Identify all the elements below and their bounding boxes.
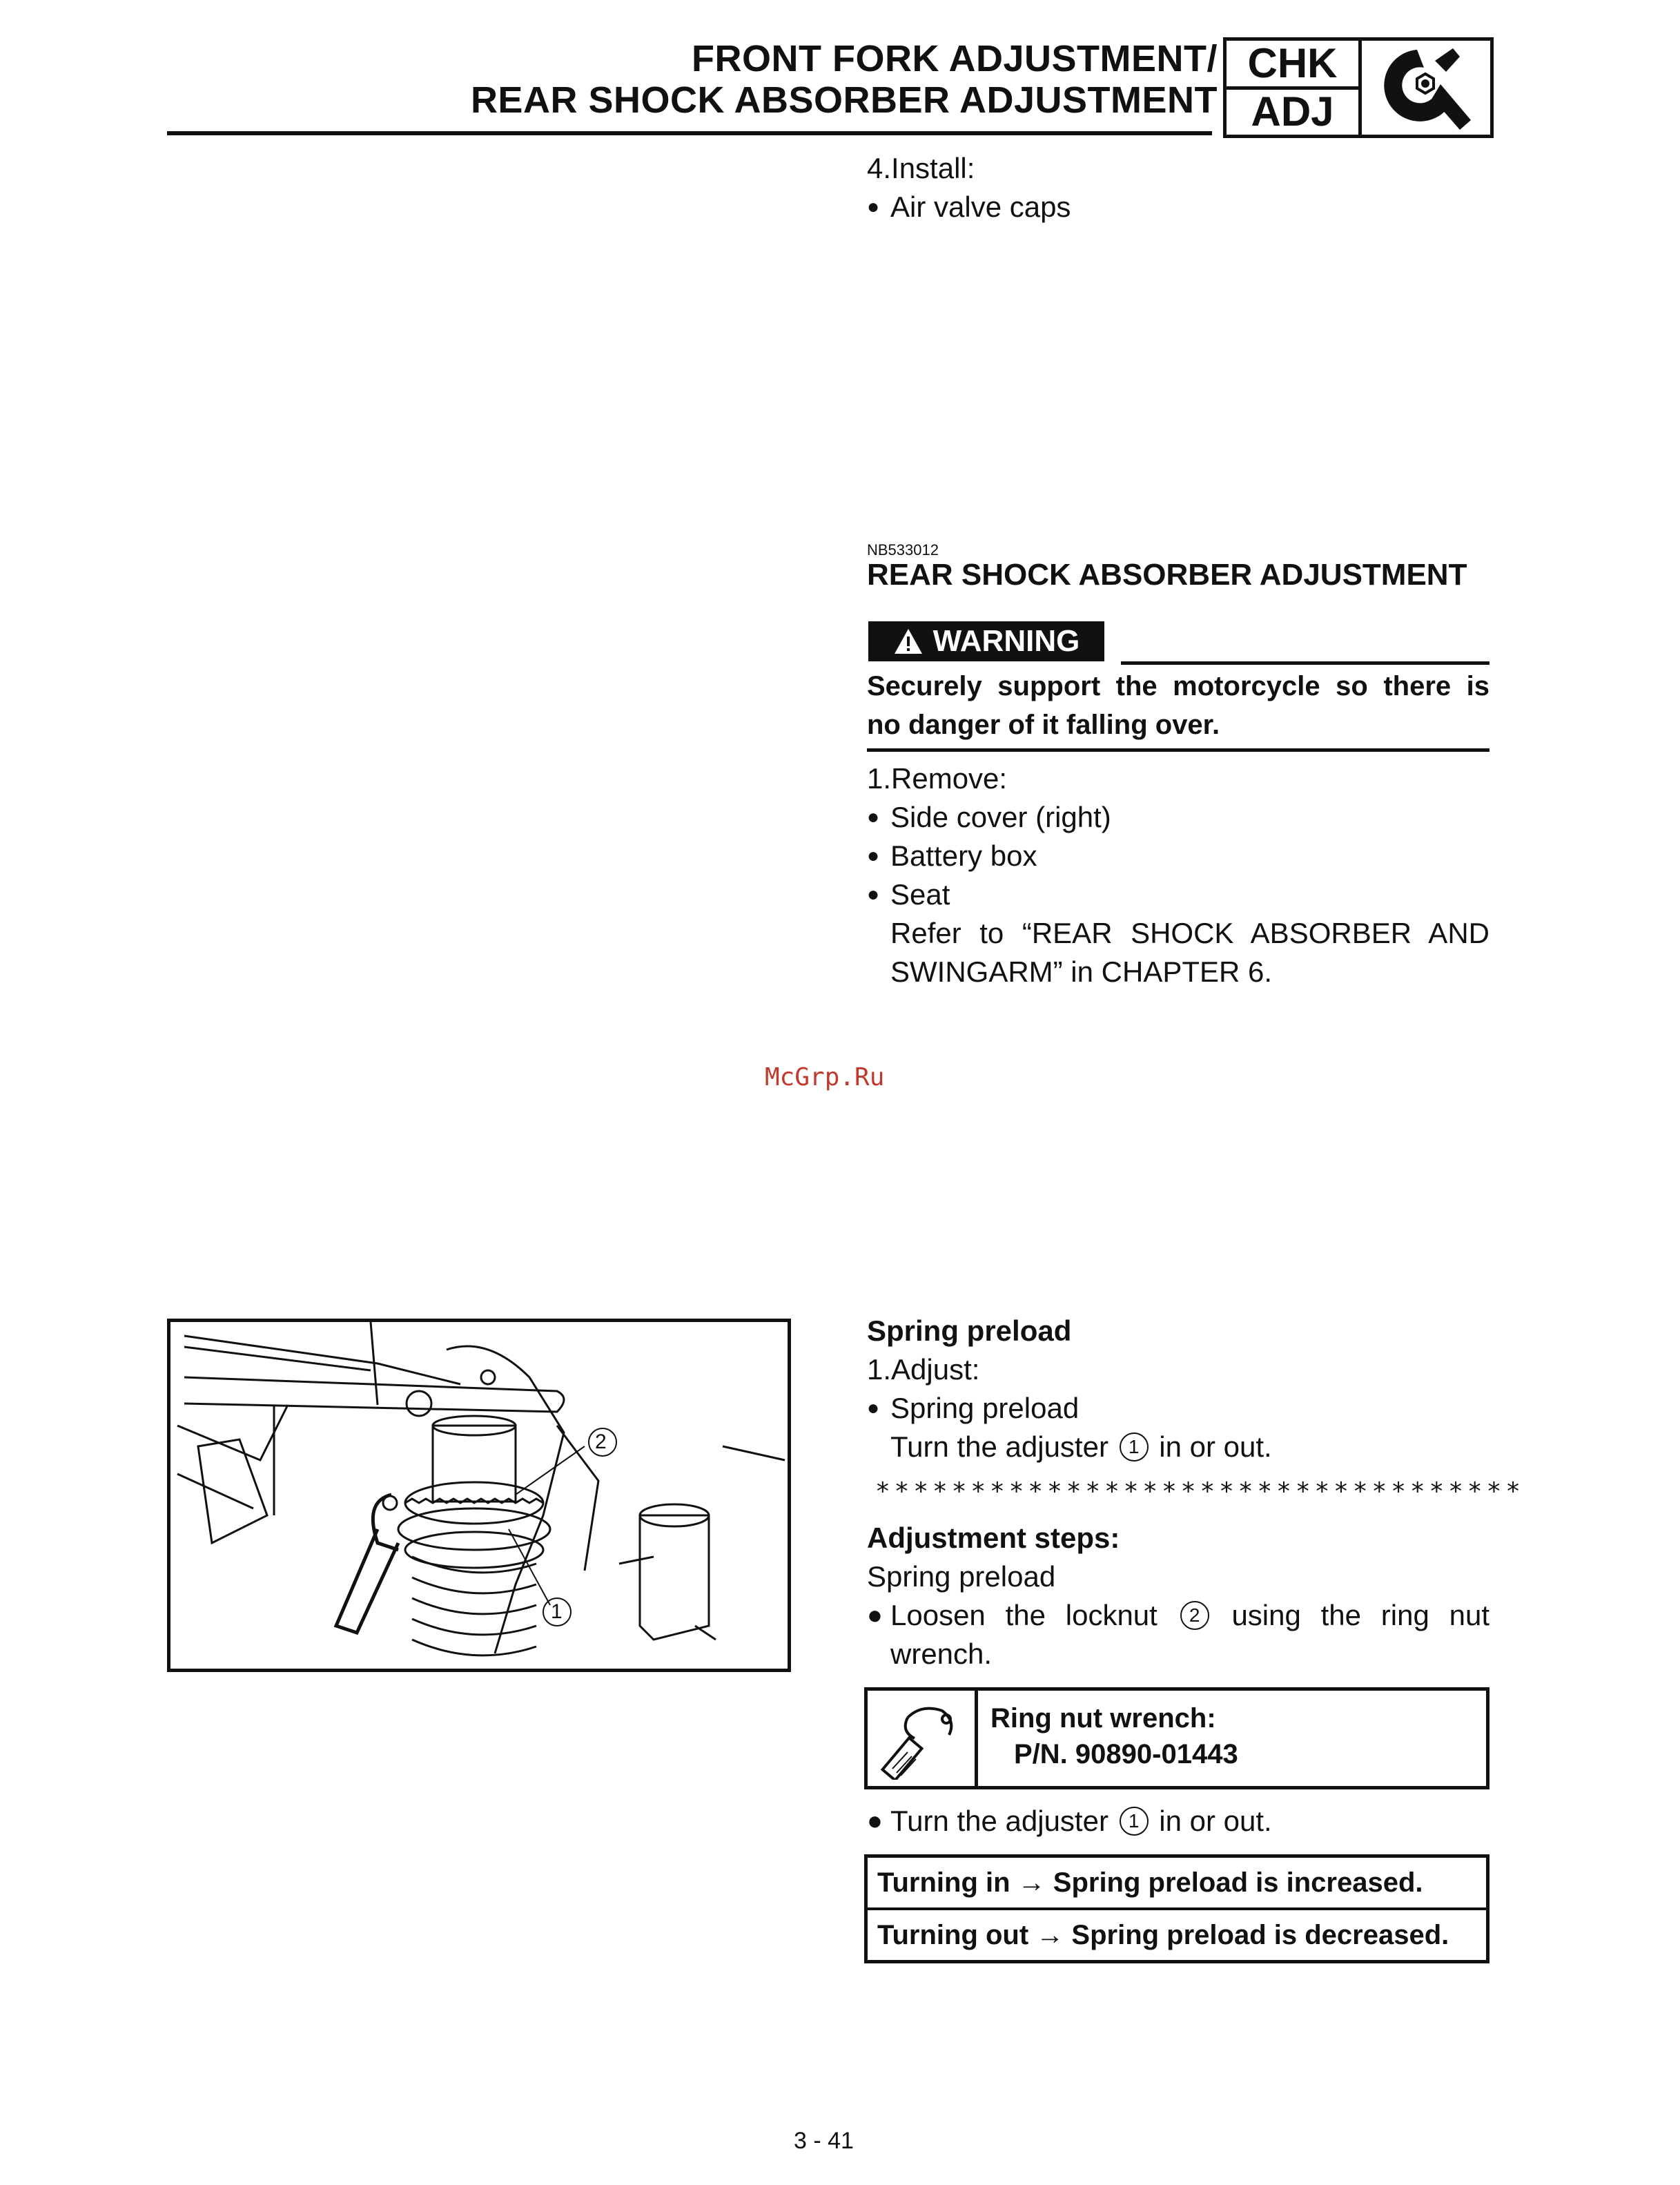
callout-ref-1: 1: [1120, 1433, 1149, 1461]
page-title-line-1: FRONT FORK ADJUSTMENT/: [692, 38, 1218, 79]
bullet-icon: ●: [867, 806, 880, 828]
bullet-icon: ●: [867, 844, 880, 867]
list-item: [867, 1389, 1489, 1428]
badge-adj: ADJ: [1251, 88, 1334, 135]
watermark: McGrp.Ru: [765, 1063, 885, 1091]
bullet-icon: ●: [867, 195, 880, 218]
section-code: NB533012: [867, 541, 939, 559]
front-fork-install-block: [867, 149, 1489, 226]
loosen-line-2: wrench.: [890, 1638, 993, 1670]
list-item: [867, 837, 1489, 875]
remove-step: 1.Remove:: [867, 762, 1008, 795]
turn-instruction-suffix: in or out.: [1159, 1430, 1272, 1463]
list-item-text: Spring preload: [890, 1392, 1080, 1424]
section-badge: [1223, 37, 1494, 138]
bullet-icon: ●: [867, 1397, 880, 1419]
adjustment-steps-heading: Adjustment steps:: [867, 1522, 1120, 1554]
turn-adjuster-instruction: [890, 1802, 1272, 1841]
turn-adjuster-block: [867, 1802, 1489, 1841]
spring-preload-heading: Spring preload: [867, 1314, 1072, 1347]
list-item: [867, 798, 1489, 837]
wrench-icon: [1362, 41, 1490, 135]
list-item-text: Side cover (right): [890, 801, 1111, 833]
warning-text: [867, 667, 1489, 744]
turn2-prefix: Turn the adjuster: [890, 1805, 1108, 1837]
list-item-text: Seat: [890, 878, 950, 911]
callout-ref-2: 2: [1180, 1601, 1209, 1630]
preload-result-table: [864, 1854, 1489, 1963]
result-row-turning-in: Turning in → Spring preload is increased.: [877, 1867, 1423, 1898]
warning-bottom-rule: [867, 748, 1489, 752]
tool-part-number: P/N. 90890-01443: [1014, 1739, 1238, 1769]
section-title: REAR SHOCK ABSORBER ADJUSTMENT: [867, 558, 1467, 592]
header-rule: [167, 131, 1212, 135]
turn-instruction-prefix: Turn the adjuster: [890, 1430, 1108, 1463]
list-item: [867, 1596, 1489, 1635]
list-item: [867, 188, 1489, 226]
list-item-text: Air valve caps: [890, 191, 1071, 223]
turn2-suffix: in or out.: [1159, 1805, 1272, 1837]
loosen-prefix: Loosen the locknut: [890, 1599, 1158, 1631]
warning-rule: [1121, 661, 1489, 665]
refer-line-2: SWINGARM” in CHAPTER 6.: [890, 955, 1273, 988]
remove-block: [867, 759, 1489, 991]
adjustment-steps-subheading: Spring preload: [867, 1560, 1056, 1593]
bullet-icon: ●: [867, 1601, 883, 1630]
adjustment-steps-block: [867, 1519, 1489, 1673]
list-item: [867, 1802, 1489, 1841]
adjust-step: 1.Adjust:: [867, 1353, 980, 1386]
result-row-turning-out: Turning out → Spring preload is decreased.: [868, 1907, 1486, 1960]
bullet-icon: ●: [867, 1807, 883, 1836]
page-title-line-2: REAR SHOCK ABSORBER ADJUSTMENT: [470, 79, 1218, 121]
page-number: 3 - 41: [794, 2128, 854, 2154]
warning-triangle-icon: [893, 628, 924, 655]
warning-line-1: Securely support the motorcycle so there is: [867, 671, 1489, 701]
tool-text: [978, 1691, 1238, 1786]
spring-preload-block: [867, 1312, 1489, 1466]
tool-name: Ring nut wrench:: [990, 1703, 1216, 1734]
refer-line-1: Refer to “REAR SHOCK ABSORBER AND: [890, 917, 1489, 949]
callout-2: 2: [595, 1430, 607, 1453]
special-tool-box: [864, 1687, 1489, 1789]
warning-label: [868, 621, 1104, 661]
bullet-icon: ●: [867, 883, 880, 906]
callout-ref-1: 1: [1120, 1807, 1149, 1836]
asterisk-divider: **********************************: [875, 1477, 1525, 1506]
list-item-text: Battery box: [890, 839, 1037, 872]
warning-line-2: no danger of it falling over.: [867, 710, 1220, 740]
rear-shock-illustration: [167, 1319, 791, 1672]
install-step: 4.Install:: [867, 152, 975, 184]
badge-chk: CHK: [1227, 41, 1358, 90]
ring-nut-wrench-icon: [868, 1691, 978, 1786]
list-item: [867, 875, 1489, 914]
loosen-instruction: [890, 1596, 1489, 1635]
loosen-suffix: using the ring nut: [1231, 1599, 1490, 1631]
warning-label-text: WARNING: [932, 624, 1080, 658]
turn-instruction: [867, 1428, 1489, 1466]
callout-1: 1: [551, 1600, 563, 1623]
